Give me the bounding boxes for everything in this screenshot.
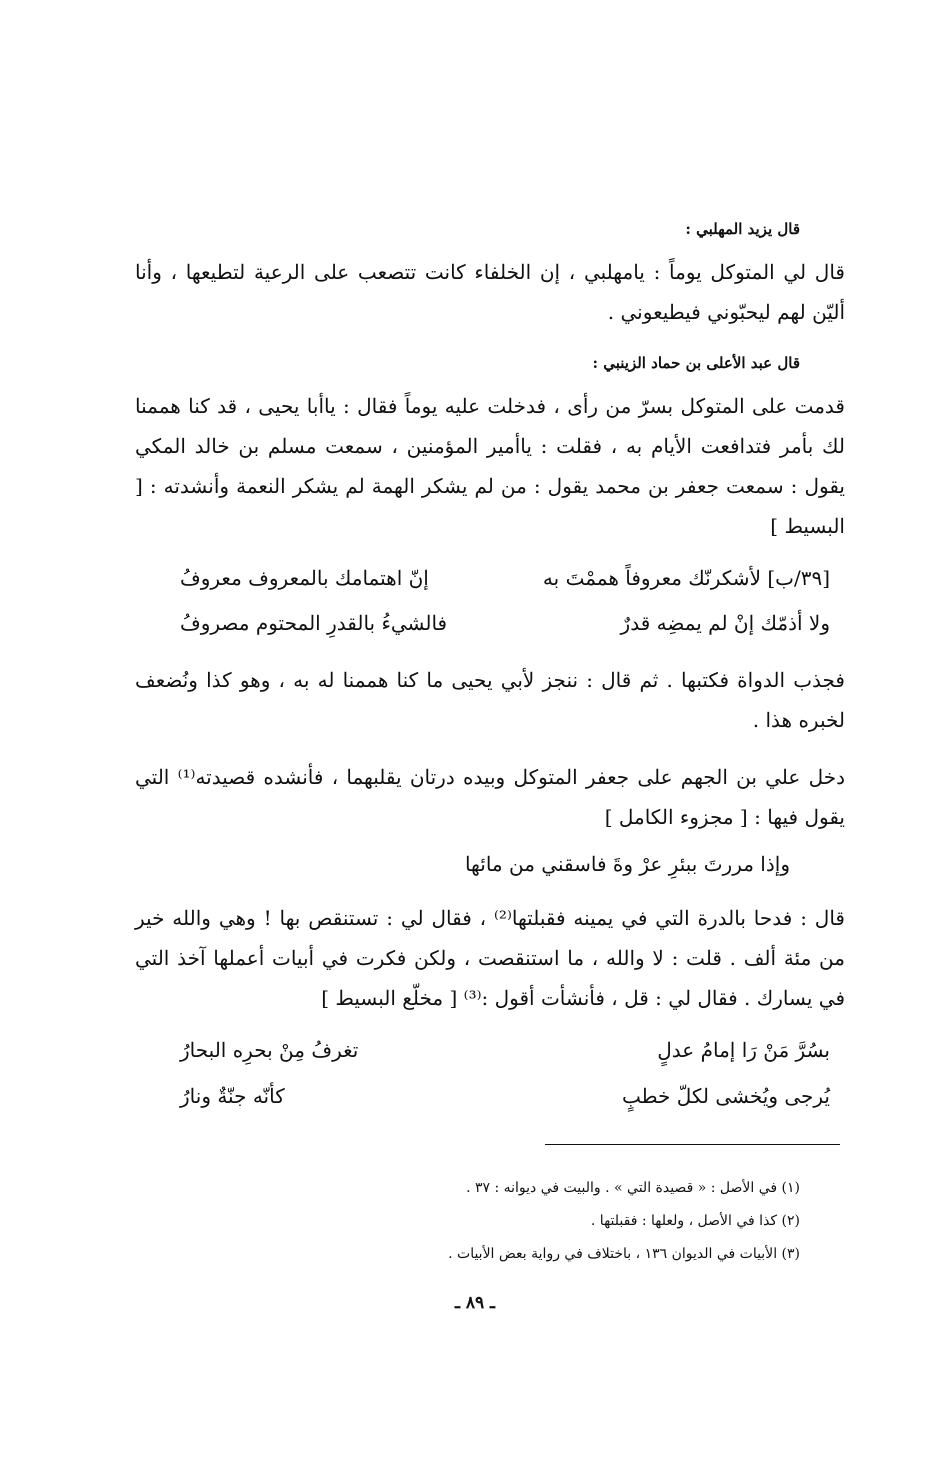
verse-second-hemistich: إنّ اهتمامك بالمعروف معروفُ: [180, 566, 429, 590]
verse-second-hemistich: فالشيءُ بالقدرِ المحتوم مصروفُ: [180, 611, 448, 635]
section-heading-muhallabi: قال يزيد المهلبي :: [685, 220, 800, 238]
paragraph-muhallabi: قال لي المتوكل يوماً : يامهلبي ، إن الخلفاء كانت تتصعب على الرعية لتطيعها ، وأنا أليّن لهم ليحبّوني فيطيعوني .: [135, 260, 845, 324]
verse-row-2: [180, 611, 830, 645]
page-number: ـ ٨٩ ـ: [454, 1293, 496, 1313]
verse-first-hemistich: [٣٩/ب] لأشكرنّك معروفاً هممْتَ به: [542, 566, 830, 590]
footnote-2: (٢) كذا في الأصل ، ولعلها : فقبلتها .: [590, 1213, 800, 1229]
verse-first-hemistich: ولا أذمّك إنْ لم يمضِه قدرٌ: [620, 611, 830, 635]
verse-row-1: [180, 566, 830, 600]
verse-single: وإذا مررتَ ببئرِ عرْ وةَ فاسقني من مائها: [464, 852, 790, 876]
verse-second-hemistich: كأنّه جنّةٌ ونارُ: [180, 1084, 285, 1108]
footnote-3: (٣) الأبيات في الديوان ١٣٦ ، باختلاف في رواية بعض الأبيات .: [448, 1246, 800, 1262]
verse-row-3: [180, 1038, 830, 1072]
paragraph-after-verses: فجذب الدواة فكتبها . ثم قال : ننجز لأبي يحيى ما كنا هممنا له به ، وهو كذا ونُضعف لخبره هذا .: [135, 668, 845, 732]
verse-second-hemistich: تغرفُ مِنْ بحرِه البحارُ: [180, 1038, 359, 1062]
verse-row-4: [180, 1084, 830, 1118]
paragraph-ibn-jahm-intro: دخل علي بن الجهم على جعفر المتوكل وبيده درتان يقلبهما ، فأنشده قصيدته⁽¹⁾ التي يقول فيها : [ مجزوء الكامل ]: [135, 765, 846, 829]
section-heading-zaynabi: قال عبد الأعلى بن حماد الزينبي :: [592, 354, 800, 372]
footnote-1: (١) في الأصل : « قصيدة التي » . والبيت في ديوانه : ٣٧ .: [466, 1180, 800, 1196]
footnote-separator: [545, 1144, 840, 1145]
verse-first-hemistich: بسُرَّ مَنْ رَا إمامُ عدلٍ: [657, 1038, 830, 1062]
paragraph-ibn-jahm-story: قال : فدحا بالدرة التي في يمينه فقبلتها⁽²⁾ ، فقال لي : تستنقص بها ! وهي والله خير من مئة ألف . قلت : لا والله ، ما استنقصت ، ولكن فكرت في أبيات أعملها آخذ التي في يسارك . فقال لي : قل ، فأنشأت أقول :⁽³⁾ [ مخلّع البسيط ]: [135, 906, 845, 1010]
verse-first-hemistich: يُرجى ويُخشى لكلّ خطبٍ: [621, 1084, 830, 1108]
paragraph-zaynabi: قدمت على المتوكل بسرّ من رأى ، فدخلت عليه يوماً فقال : ياأبا يحيى ، قد كنا هممنا لك بأمر فتدافعت الأيام به ، فقلت : ياأمير المؤمنين ، سمعت مسلم بن خالد المكي يقول : سمعت جعفر بن محمد يقول : من لم يشكر الهمة لم يشكر النعمة وأنشدته : [ البسيط ]: [135, 394, 845, 538]
